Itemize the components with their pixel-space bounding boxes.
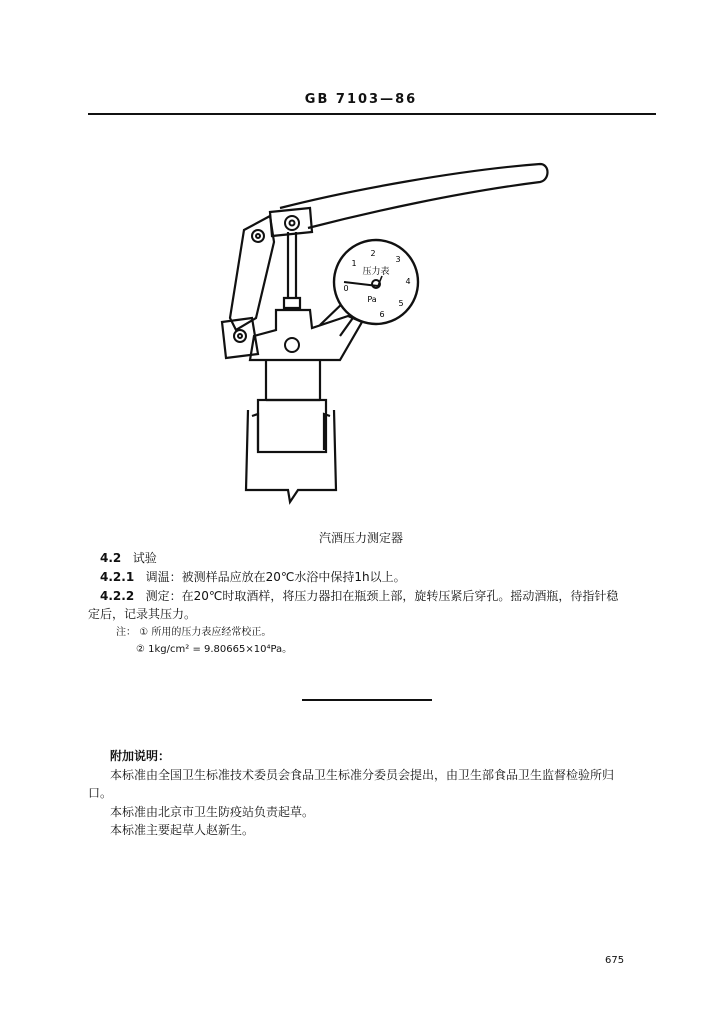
gauge-tick-label: 3 [395,255,401,264]
appendix-line: 本标准由北京市卫生防疫站负责起草。 [110,805,315,819]
gauge-unit: Pa [367,295,377,304]
appendix-title: 附加说明： [110,749,171,763]
section-number: 4.2.1 [100,570,135,584]
section-4-2 [100,549,157,566]
section-text-continued: 定后，记录其压力。 [88,607,197,621]
section-text: 测定：在20℃时取酒样，将压力器扣在瓶颈上部，旋转压紧后穿孔。摇动酒瓶，待指针稳 [145,589,619,603]
gauge-tick-label: 2 [370,249,376,258]
gauge-tick-label: 5 [398,299,404,308]
section-4-2-1 [100,568,406,585]
section-separator [302,699,432,701]
appendix-line: 本标准由全国卫生标准技术委员会食品卫生标准分委员会提出，由卫生部食品卫生监督检验所归 [110,768,615,782]
gauge-tick-label: 1 [351,259,357,268]
section-4-2-2 [100,587,618,604]
figure-caption: 汽酒压力测定器 [318,531,403,545]
gauge-tick-label: 4 [405,277,411,286]
section-number: 4.2.2 [100,589,135,603]
appendix-line: 本标准主要起草人赵新生。 [110,823,255,837]
gauge-label: 压力表 [362,267,390,277]
note-label: 注： [116,627,136,638]
note-1 [116,623,271,638]
note-2: ② 1kg/cm² = 9.80665×10⁴Pa。 [136,644,293,655]
gauge-tick-label: 0 [343,284,349,293]
pressure-tester-figure [200,150,570,520]
header-rule [88,113,656,115]
appendix-line: 口。 [88,786,113,800]
gauge-tick-label: 6 [379,310,385,319]
standard-code-header: GB 7103—86 [304,92,418,107]
note-text: ① 所用的压力表应经常校正。 [139,627,272,638]
page-number: 675 [605,955,625,966]
section-title: 试验 [132,551,157,565]
section-text: 调温：被测样品应放在20℃水浴中保持1h以上。 [145,570,406,584]
section-number: 4.2 [100,551,122,565]
